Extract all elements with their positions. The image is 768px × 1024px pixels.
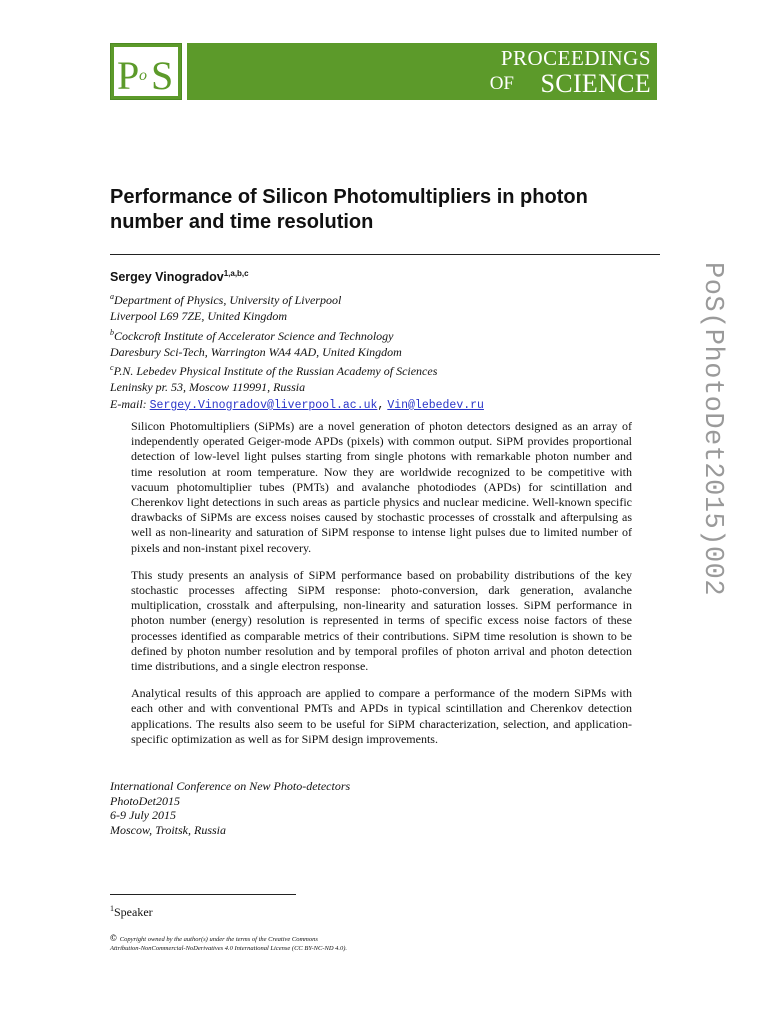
copyright-notice xyxy=(110,934,530,953)
svg-text:P: P xyxy=(117,53,140,98)
affiliation-c-line2: Leninsky pr. 53, Moscow 119991, Russia xyxy=(110,380,306,395)
email-label: E-mail: xyxy=(110,396,147,411)
footnote-divider xyxy=(110,894,296,895)
affiliations xyxy=(110,289,670,414)
author-superscript: 1,a,b,c xyxy=(223,269,249,278)
copyright-line1: Copyright owned by the author(s) under the terms of the Creative Commons xyxy=(119,936,318,943)
affiliation-a-line1: $^a$Department of Physics, University of Liverpool xyxy=(110,292,342,307)
pos-logo xyxy=(110,43,182,100)
svg-text:S: S xyxy=(151,53,174,98)
title-divider xyxy=(110,254,660,255)
email-row xyxy=(110,396,670,414)
email-link-liverpool[interactable]: Sergey.Vinogradov@liverpool.ac.uk xyxy=(149,398,378,412)
brand-of: OF xyxy=(489,73,514,94)
footnote xyxy=(110,901,153,920)
proceedings-banner xyxy=(187,43,657,100)
conference-name: International Conference on New Photo-detectors xyxy=(110,779,351,793)
side-identifier: PoS(PhotoDet2015)002 xyxy=(697,262,727,597)
email-link-lebedev[interactable]: Vin@lebedev.ru xyxy=(387,398,484,412)
author-name: Sergey Vinogradov xyxy=(110,270,224,285)
paper-title: Performance of Silicon Photomultipliers in photon number and time resolution xyxy=(110,186,588,233)
abstract xyxy=(131,419,632,759)
affiliation-c-line1: $^c$P.N. Lebedev Physical Institute of the Russian Academy of Sciences xyxy=(110,363,438,379)
footnote-mark: 1 xyxy=(110,904,114,913)
abstract-paragraph-1: Silicon Photomultipliers (SiPMs) are a novel generation of photon detectors designed as an array of independently operated Geiger-mode APDs (pixels) with common output. SiPM provides proportional detection of low-level light pulses starting from single photons with remarkable photon number and time resolution at room temperature. Now they are worldwide recognized to be competitive with vacuum photomultiplier tubes (PMTs) and avalanche photodiodes (APDs) for scintillation and Cherenkov light detections in such areas as particle physics and nuclear medicine. Well-known specific drawbacks of SiPMs are excess noises caused by stochastic processes of crosstalk and afterpulsing as well as non-linearity and saturation of SiPM response to intense light pulses due to limited number of pixels and non-instant pixel recovery. xyxy=(131,419,632,555)
brand-line1: PROCEEDINGS xyxy=(500,46,651,70)
svg-text:o: o xyxy=(139,67,147,84)
conference-short: PhotoDet2015 xyxy=(110,793,180,808)
affiliation-b-line2: Daresbury Sci-Tech, Warrington WA4 4AD, United Kingdom xyxy=(110,344,402,359)
pos-logo-mark xyxy=(111,44,181,99)
copyright-line2: Attribution-NonCommercial-NoDerivatives 4.0 International License (CC BY-NC-ND 4.0). xyxy=(110,945,348,952)
conference-dates: 6-9 July 2015 xyxy=(110,808,176,822)
author xyxy=(110,266,249,285)
abstract-paragraph-3: Analytical results of this approach are applied to compare a performance of the modern SiPMs with each other and with conventional PMTs and APDs in typical scintillation and Cherenkov detection applications. The results also seem to be useful for SiPM characterization, selection, and application-specific optimization as well as for SiPM design improvements. xyxy=(131,686,632,746)
copyright-icon: © xyxy=(110,933,117,943)
affiliation-b-line1: $^b$Cockcroft Institute of Accelerator Science and Technology xyxy=(110,327,394,343)
footnote-text: Speaker xyxy=(114,905,153,919)
affiliation-a-line2: Liverpool L69 7ZE, United Kingdom xyxy=(110,309,288,324)
email-separator: , xyxy=(377,398,385,412)
conference-info xyxy=(110,779,350,837)
conference-location: Moscow, Troitsk, Russia xyxy=(110,822,227,837)
brand-line2: SCIENCE xyxy=(540,69,651,98)
abstract-paragraph-2: This study presents an analysis of SiPM performance based on probability distributions of the key stochastic processes affecting SiPM response: photo-conversion, dark generation, avalanche multiplication, crosstalk and afterpulsing, non-linearity and saturation losses. SiPM performance in photon number (energy) resolution is represented in terms of specific excess noise factors of these processes identified as comparable metrics of their contributions. SiPM time resolution is shown to be defined by photon number resolution and by temporal profiles of photon arrival and photon detection time distributions, and a single electron response. xyxy=(131,567,632,674)
